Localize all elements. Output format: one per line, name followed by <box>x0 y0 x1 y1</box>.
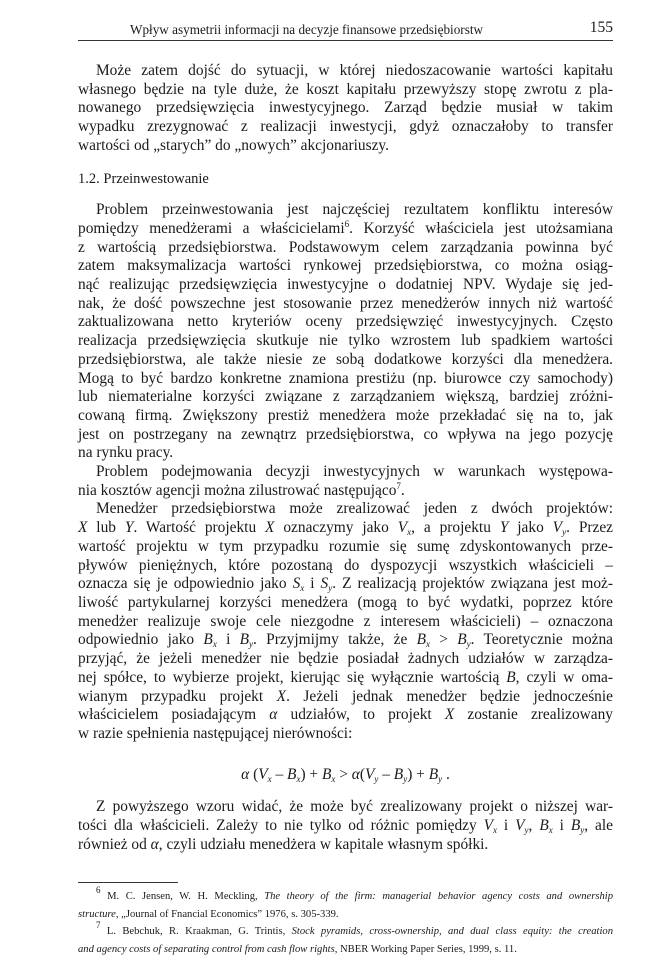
math-symbol: X <box>444 706 455 724</box>
text-run: tości dla właścicieli. Zależy to nie tylko od różnic pomiędzy <box>78 817 484 835</box>
math-symbol: X <box>265 519 275 537</box>
subscript: x <box>426 639 430 650</box>
text-line <box>78 388 613 407</box>
text-run: i <box>216 631 240 649</box>
text-run: przedsiębiorstwa, ale także niesie ze sobą dodatkowe korzyści dla menedżera. <box>78 350 613 368</box>
text-run: jest on postrzegany na zewnątrz przedsiębiorstwa, co wpływa na jego pozycję <box>78 425 613 443</box>
math-symbol: V <box>397 519 408 537</box>
text-run: menedżer realizuje swoje cele niezgodne z interesem właścicieli) – oznaczona <box>78 612 613 630</box>
math-symbol: V <box>515 817 525 835</box>
text-line <box>78 118 613 137</box>
text-run: . <box>400 481 405 499</box>
text-line <box>78 941 613 959</box>
math-symbol: α <box>269 706 278 724</box>
text-run: w razie spełnienia następującej nierówności: <box>78 724 353 742</box>
text-line <box>78 557 613 576</box>
text-run: odpowiednio jako <box>78 631 204 649</box>
footnote-ref: 7 <box>96 920 101 931</box>
subscript: x <box>212 639 217 650</box>
text-run: nąć realizując przedsięwzięcia inwestycyjne o dodatniej NPV. Wydaje się jed- <box>78 276 613 294</box>
text-run: i <box>497 817 516 835</box>
math-symbol: B <box>203 631 213 649</box>
math-symbol: X <box>78 519 88 537</box>
math-symbol: structure <box>78 908 116 920</box>
text-run: wianym przypadku projekt <box>78 687 277 705</box>
text-line <box>78 81 613 100</box>
paragraph <box>78 201 613 463</box>
text-run: oznacza się je odpowiednio jako <box>78 575 293 593</box>
paragraph <box>78 500 613 743</box>
text-line <box>78 920 613 941</box>
text-line <box>78 407 613 426</box>
text-run: nia kosztów agencji można zilustrować następująco <box>78 481 397 499</box>
text-line <box>78 370 613 389</box>
text-run: > <box>430 631 458 649</box>
text-run: . Przyjmijmy także, że <box>253 631 417 649</box>
text-run: > <box>335 765 352 783</box>
text-line <box>78 276 613 295</box>
math-symbol: Stock pyramids, cross-ownership, and dual class equity: the creation <box>291 926 613 938</box>
text-run: z wartością przedsiębiorstwa. Podstawowym celem zarządzania powinna być <box>78 238 613 256</box>
text-line <box>78 201 613 220</box>
text-run: udziałów, to projekt <box>277 706 445 724</box>
math-symbol: α <box>241 765 250 783</box>
text-run: , <box>528 817 540 835</box>
text-run: Z powyższego wzoru widać, że może być zrealizowany projekt o niższej war- <box>96 798 613 816</box>
text-line <box>78 239 613 258</box>
text-run: , a projektu <box>411 519 500 537</box>
math-symbol: V <box>258 765 268 783</box>
text-line <box>78 906 613 924</box>
subscript: y <box>374 773 379 784</box>
math-symbol: B <box>393 765 404 783</box>
subscript: y <box>466 639 471 650</box>
text-run: M. C. Jensen, W. H. Meckling, <box>100 891 265 903</box>
text-run: Mogą to być bardzo konkretne znamiona prestiżu (np. biurowce czy samochody) <box>78 369 613 387</box>
text-run: wartości od „starych” do „nowych” akcjonariuszy. <box>78 136 389 154</box>
subscript: y <box>438 773 443 784</box>
text-line <box>78 706 613 725</box>
text-run: ) + <box>407 765 429 783</box>
math-symbol: X <box>276 687 287 705</box>
text-run: nowanego przedsięwzięcia inwestycyjnego. Zarząd będzie musiał w takim <box>78 99 613 117</box>
text-run: lub niematerialne korzyści związane z zarządzaniem większą, bardziej zróżni- <box>78 388 613 406</box>
text-run: . Jeżeli jednak menedżer będzie jednocześnie <box>286 687 613 705</box>
subscript: x <box>267 773 272 784</box>
math-symbol: α <box>150 835 159 853</box>
text-run: ) + <box>300 765 322 783</box>
text-run: , NBER Working Paper Series, 1999, s. 11. <box>334 943 517 955</box>
text-run: zaktualizowana netto kryteriów oceny przedsięwzięć inwestycyjnych. Często <box>78 313 613 331</box>
footnote <box>78 885 613 923</box>
text-run: . Teoretycznie można <box>470 631 613 649</box>
paragraph <box>78 463 613 500</box>
text-run: realizacja przedsięwzięcia skutkuje nie tylko wzrostem lub spadkiem wartości <box>78 332 613 350</box>
math-symbol: V <box>365 765 375 783</box>
text-line <box>78 137 613 156</box>
math-symbol: and agency costs of separating control from cash flow rights <box>78 943 335 955</box>
subscript: x <box>296 773 301 784</box>
text-run: na rynku pracy. <box>78 444 174 462</box>
text-line <box>78 725 613 744</box>
text-run: właścicielem posiadającym <box>78 706 270 724</box>
text-run: , czyli w oma- <box>515 668 613 686</box>
math-symbol: B <box>287 765 297 783</box>
text-run: wypadku zrezygnować z realizacji inwestycji, gdyż oznaczałoby to transfer <box>78 118 613 136</box>
math-symbol: B <box>539 817 549 835</box>
subscript: y <box>562 527 567 538</box>
text-run: lub <box>87 519 125 537</box>
subscript: y <box>580 825 585 836</box>
footnote-ref: 6 <box>344 218 350 229</box>
text-line <box>78 351 613 370</box>
text-run: pomiędzy menedżerami a właścicielami <box>78 219 345 237</box>
text-line <box>78 332 613 351</box>
footnote-ref: 7 <box>396 480 401 491</box>
text-run: oznaczymy jako <box>274 519 398 537</box>
text-line <box>78 500 613 519</box>
text-line <box>78 62 613 81</box>
text-line <box>78 688 613 707</box>
math-symbol: S <box>292 575 301 593</box>
text-line <box>78 885 613 906</box>
section-heading: 1.2. Przeinwestowanie <box>78 170 209 187</box>
subscript: y <box>403 773 408 784</box>
text-run: zostanie zrealizowany <box>454 706 614 724</box>
math-symbol: The theory of the firm: managerial behavior agency costs and ownership <box>264 891 613 903</box>
subscript: y <box>328 583 333 594</box>
text-line <box>78 295 613 314</box>
paragraph <box>78 62 613 156</box>
subscript: x <box>548 825 553 836</box>
text-run: . Przez <box>566 519 614 537</box>
text-run: – <box>271 765 288 783</box>
text-run: i <box>304 575 321 593</box>
text-run: . Korzyść właściciela jest utożsamiana <box>349 219 613 237</box>
text-run: ( <box>359 765 365 783</box>
text-run: . Z realizacją projektów związana jest moż- <box>332 575 613 593</box>
math-symbol: S <box>320 575 329 593</box>
subscript: x <box>407 527 412 538</box>
text-run: Menedżer przedsiębiorstwa może zrealizować jeden z dwóch projektów: <box>96 500 613 518</box>
text-line <box>78 444 613 463</box>
text-run: nak, że dość powszechne jest stosowanie przez menedżerów innych niż wartość <box>78 294 613 312</box>
text-run: również od <box>78 835 151 853</box>
text-line <box>78 426 613 445</box>
text-run: pływów pieniężnych, które pozostaną do dyspozycji wszystkich właścicieli – <box>78 556 613 574</box>
page-body <box>78 62 613 958</box>
subscript: y <box>524 825 529 836</box>
text-line <box>78 220 613 239</box>
math-symbol: B <box>570 817 581 835</box>
text-run: cowaną firmą. Zwiększony prestiż menedżera może przekładać się na to, jak <box>78 406 613 424</box>
text-line <box>78 463 613 482</box>
text-line <box>78 99 613 118</box>
text-run: – <box>378 765 394 783</box>
math-symbol: V <box>483 817 493 835</box>
text-run: . <box>442 765 450 783</box>
math-symbol: V <box>552 519 563 537</box>
paragraph <box>78 798 613 854</box>
text-line <box>78 798 613 817</box>
text-run: Może zatem dojść do sytuacji, w której niedoszacowanie wartości kapitału <box>96 62 613 79</box>
footnote <box>78 920 613 958</box>
text-line <box>78 575 613 594</box>
text-run: nej spółce, to wybierze projekt, kierując się wyłącznie wartością <box>78 668 507 686</box>
text-line <box>78 631 613 650</box>
text-run: zatem maksymalizacja wartości rynkowej przedsiębiorstwa, co można osiąg- <box>78 257 613 275</box>
text-run: i <box>552 817 571 835</box>
math-symbol: B <box>416 631 426 649</box>
running-title: Wpływ asymetrii informacji na decyzje finansowe przedsiębiorstw <box>130 22 484 37</box>
footnote-divider <box>78 882 178 883</box>
math-symbol: B <box>457 631 467 649</box>
text-run: liwość partykularnej korzyści menedżera (mogą to być wydatki, poprzez które <box>78 593 613 611</box>
text-run: przyjąć, że jeżeli menedżer nie będzie posiadał żadnych udziałów w zarządza- <box>78 650 613 668</box>
text-line <box>78 669 613 688</box>
text-run: . Wartość projektu <box>133 519 266 537</box>
footnote-ref: 6 <box>96 885 101 896</box>
subscript: y <box>249 639 254 650</box>
text-line <box>78 482 613 501</box>
math-symbol: B <box>428 765 439 783</box>
text-run: wartość projektu w tym przypadku rozumie się sumę zdyskontowanych prze- <box>78 537 613 555</box>
text-line <box>78 594 613 613</box>
text-line <box>78 538 613 557</box>
text-line <box>78 650 613 669</box>
math-symbol: Y <box>499 519 509 537</box>
text-line <box>78 613 613 632</box>
math-symbol: Y <box>124 519 134 537</box>
page-number: 155 <box>589 19 613 36</box>
text-line <box>78 313 613 332</box>
text-line <box>78 836 613 855</box>
text-run: Problem podejmowania decyzji inwestycyjnych w warunkach występowa- <box>96 463 613 481</box>
text-line <box>78 817 613 836</box>
subscript: x <box>300 583 305 594</box>
text-run: , ale <box>584 817 613 835</box>
subscript: x <box>493 825 497 836</box>
text-run: własnego będzie na tyle duże, że koszt kapitału przewyższy stopę zwrotu z pla- <box>78 80 613 98</box>
text-run: , „Journal of Fnancial Economics” 1976, s. 305-339. <box>115 908 339 920</box>
subscript: x <box>331 773 336 784</box>
text-run: L. Bebchuk, R. Kraakman, G. Trintis, <box>100 926 292 938</box>
formula <box>78 766 613 785</box>
text-run: , czyli udziału menedżera w kapitale własnym spółki. <box>158 835 489 853</box>
running-header <box>78 18 613 41</box>
text-line <box>78 257 613 276</box>
math-symbol: B <box>239 631 250 649</box>
text-run: ( <box>249 765 259 783</box>
math-symbol: B <box>321 765 332 783</box>
text-run: Problem przeinwestowania jest najczęściej rezultatem konfliktu interesów <box>96 201 613 219</box>
text-run: jako <box>508 519 553 537</box>
math-symbol: α <box>351 765 360 783</box>
text-line <box>78 519 613 538</box>
math-symbol: B <box>506 668 516 686</box>
